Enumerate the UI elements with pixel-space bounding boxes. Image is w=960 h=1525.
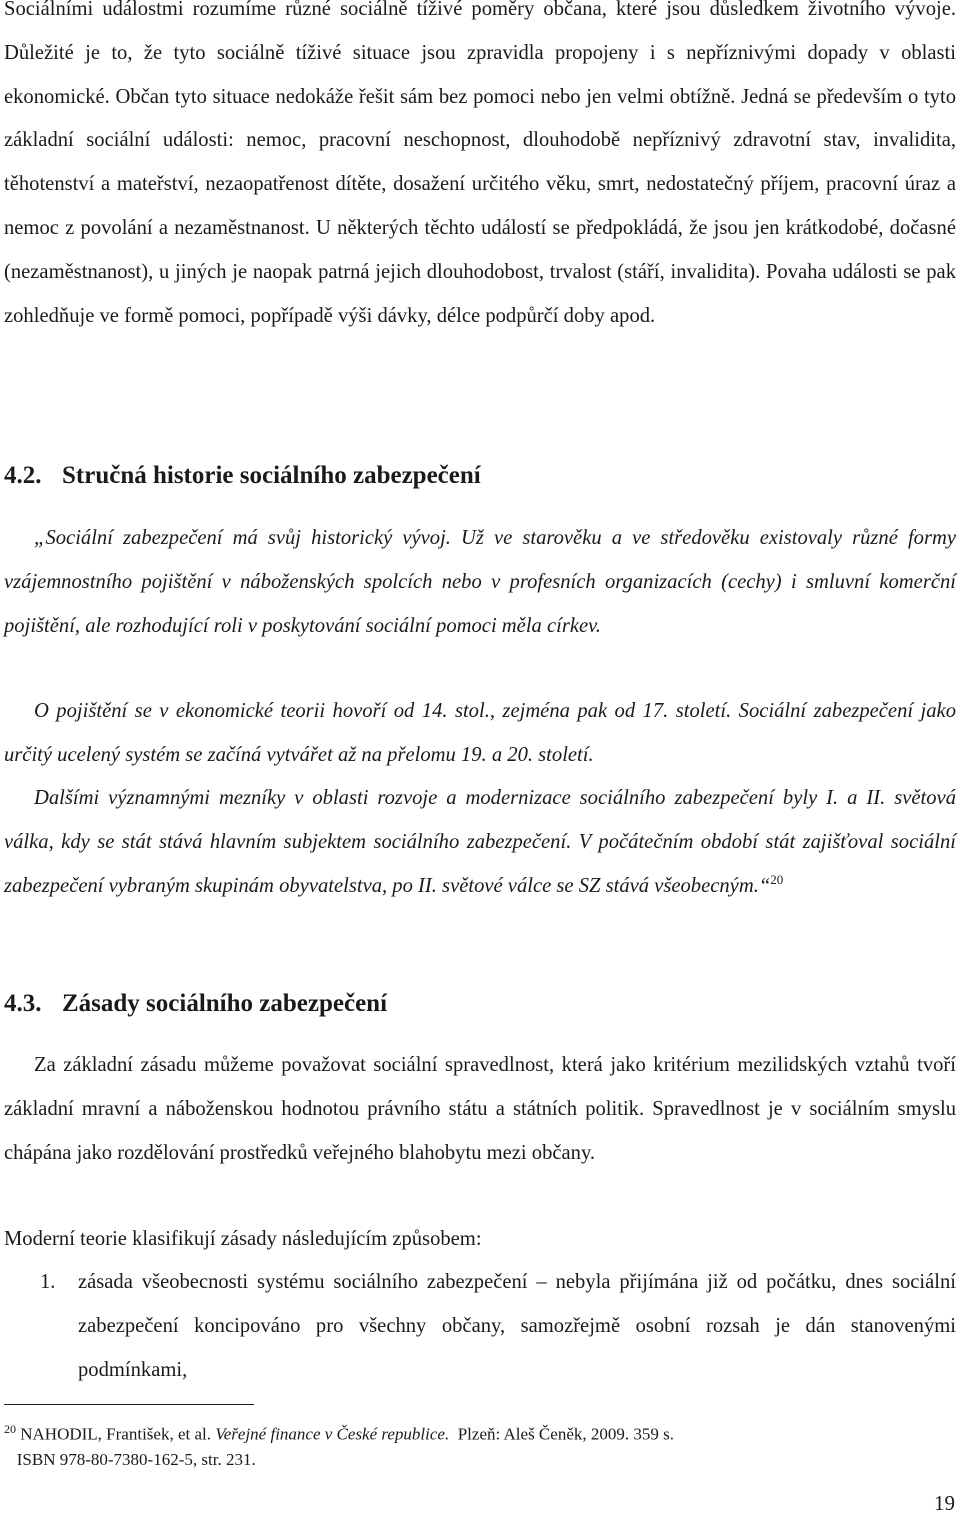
footnote-title: Veřejné finance v České republice.: [215, 1424, 450, 1444]
section-title: Zásady sociálního zabezpečení: [62, 990, 388, 1017]
footnote-publisher: Plzeň: Aleš Čeněk, 2009. 359 s.: [457, 1424, 674, 1444]
section-heading-4-3: [4, 989, 387, 1019]
footnote-isbn: ISBN 978-80-7380-162-5, str. 231.: [16, 1449, 256, 1469]
list-item: [4, 1261, 956, 1392]
section-number: 4.2.: [4, 462, 42, 489]
history-paragraph-3-text: Dalšími významnými mezníky v oblasti rozvoje a modernizace sociálního zabezpečení byly I. a II. světová válka, kdy se stát stává hlavním subjektem sociálního zabezpečení. V počátečním období stát zajišťoval sociální zabezpečení vybraným skupinám obyvatelstva, po II. světové válce se SZ stává všeobecným.“: [4, 787, 956, 897]
list-item-marker: 1.: [40, 1271, 56, 1293]
intro-paragraph: Sociálními událostmi rozumíme různé sociálně tíživé poměry občana, které jsou důsledkem životního vývoje. Důležité je to, že tyto sociálně tíživé situace jsou zpravidla propojeny i s nepříznivými dopady v oblasti ekonomické. Občan tyto situace nedokáže řešit sám bez pomoci nebo jen velmi obtížně. Jedná se především o tyto základní sociální události: nemoc, pracovní neschopnost, dlouhodobě nepříznivý zdravotní stav, invalidita, těhotenství a mateřství, nezaopatřenost dítěte, dosažení určitého věku, smrt, nedostatečný příjem, pracovní úraz a nemoc z povolání a nezaměstnanost. U některých těchto událostí se předpokládá, že jsou jen krátkodobé, dočasné (nezaměstnanost), u jiných je naopak patrná jejich dlouhodobost, trvalost (stáří, invalidita). Povaha události se pak zohledňuje ve formě pomoci, popřípadě výši dávky, délce podpůrčí doby apod.: [4, 0, 956, 327]
list-item-text: zásada všeobecnosti systému sociálního zabezpečení – nebyla přijímána již od počátku, dnes sociální zabezpečení koncipováno pro všechny občany, samozřejmě osobní rozsah je dán stanovenými podmínkami,: [78, 1271, 956, 1381]
principles-list: [4, 1261, 956, 1392]
footnote-reference[interactable]: 20: [770, 871, 784, 887]
page-number: 19: [934, 1491, 955, 1515]
classification-intro: Moderní teorie klasifikují zásady následujícím způsobem:: [4, 1228, 482, 1250]
history-paragraph-2: O pojištění se v ekonomické teorii hovoří od 14. stol., zejména pak od 17. století. Sociální zabezpečení jako určitý ucelený systém se začíná vytvářet až na přelomu 19. a 20. století.: [4, 700, 956, 766]
footnote-author: NAHODIL, František, et al.: [20, 1424, 211, 1444]
footnote-number: 20: [4, 1422, 16, 1436]
section-number: 4.3.: [4, 990, 42, 1017]
section-title: Stručná historie sociálního zabezpečení: [62, 462, 481, 489]
footnote-divider: [4, 1404, 254, 1405]
principles-paragraph: Za základní zásadu můžeme považovat sociální spravedlnost, která jako kritérium mezilidských vztahů tvoří základní mravní a náboženskou hodnotou právního státu a státních politik. Spravedlnost je v sociálním smyslu chápána jako rozdělování prostředků veřejného blahobytu mezi občany.: [4, 1054, 956, 1164]
footnote: [4, 1417, 944, 1472]
section-heading-4-2: [4, 461, 481, 491]
history-paragraph-1: „Sociální zabezpečení má svůj historický vývoj. Už ve starověku a ve středověku existovaly různé formy vzájemnostního pojištění v náboženských spolcích nebo v profesních organizacích (cechy) i smluvní komerční pojištění, ale rozhodující roli v poskytování sociální pomoci měla církev.: [4, 527, 956, 637]
history-paragraph-3: [4, 777, 956, 908]
